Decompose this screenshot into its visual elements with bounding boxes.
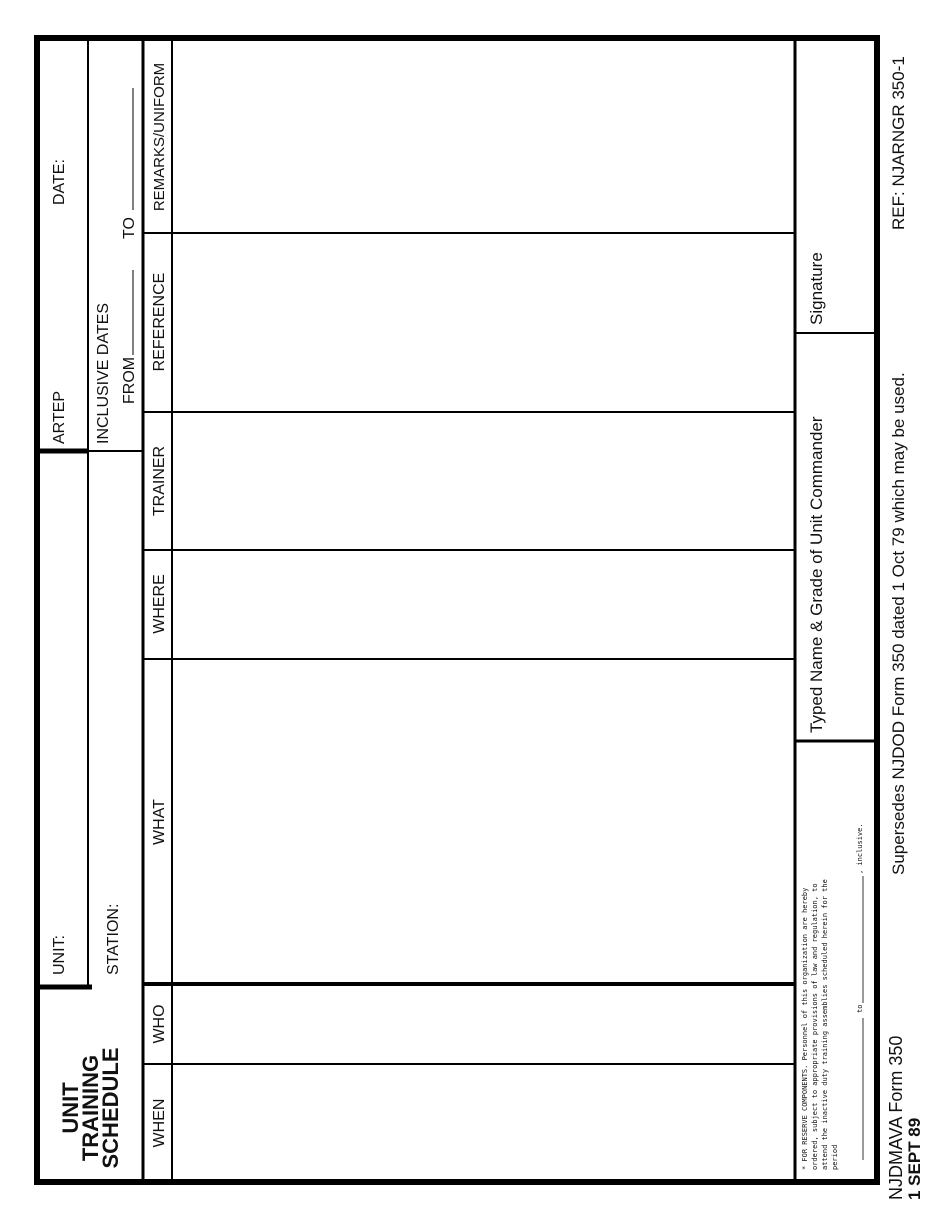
column-header-where: WHERE: [151, 574, 168, 634]
column-header-what: WHAT: [151, 799, 168, 845]
reserve-notice-line2: ordered, subject to appropriate provisions of law and regulation, to: [811, 883, 819, 1170]
form-title-line3: SCHEDULE: [98, 1047, 123, 1169]
form-title-line1: UNIT: [58, 1082, 83, 1134]
supersedes-note: Supersedes NJDOD Form 350 dated 1 Oct 79 which may be used.: [889, 372, 908, 875]
station-label: STATION:: [105, 903, 122, 975]
date-label: DATE:: [51, 159, 68, 205]
artep-label: ARTEP: [51, 390, 68, 444]
regulation-reference: REF: NJARNGR 350-1: [889, 56, 908, 230]
form-name: NJDMAVA Form 350: [886, 1035, 906, 1200]
period-inclusive-word: , inclusive.: [856, 823, 864, 874]
commander-name-label: Typed Name & Grade of Unit Commander: [807, 416, 826, 733]
column-header-remarks-uniform: REMARKS/UNIFORM: [151, 62, 168, 212]
reserve-notice-line4: period: [831, 1144, 839, 1170]
period-to-word: to: [856, 1004, 864, 1013]
unit-label: UNIT:: [51, 935, 68, 975]
inclusive-dates-label: INCLUSIVE DATES: [95, 302, 112, 444]
column-header-who: WHO: [151, 1004, 168, 1044]
form-date: 1 SEPT 89: [905, 1117, 924, 1200]
column-header-when: WHEN: [151, 1098, 168, 1148]
form-title-line2: TRAINING: [78, 1054, 103, 1162]
to-label: TO: [121, 217, 138, 239]
signature-label: Signature: [807, 252, 826, 325]
reserve-notice-line3: attend the inactive duty training assemblies scheduled herein for the: [821, 879, 829, 1170]
column-header-trainer: TRAINER: [151, 445, 168, 517]
from-label: FROM: [121, 356, 138, 404]
reserve-notice-line1: * FOR RESERVE COMPONENTS. Personnel of this organization are hereby: [801, 887, 809, 1170]
column-header-reference: REFERENCE: [151, 272, 168, 372]
